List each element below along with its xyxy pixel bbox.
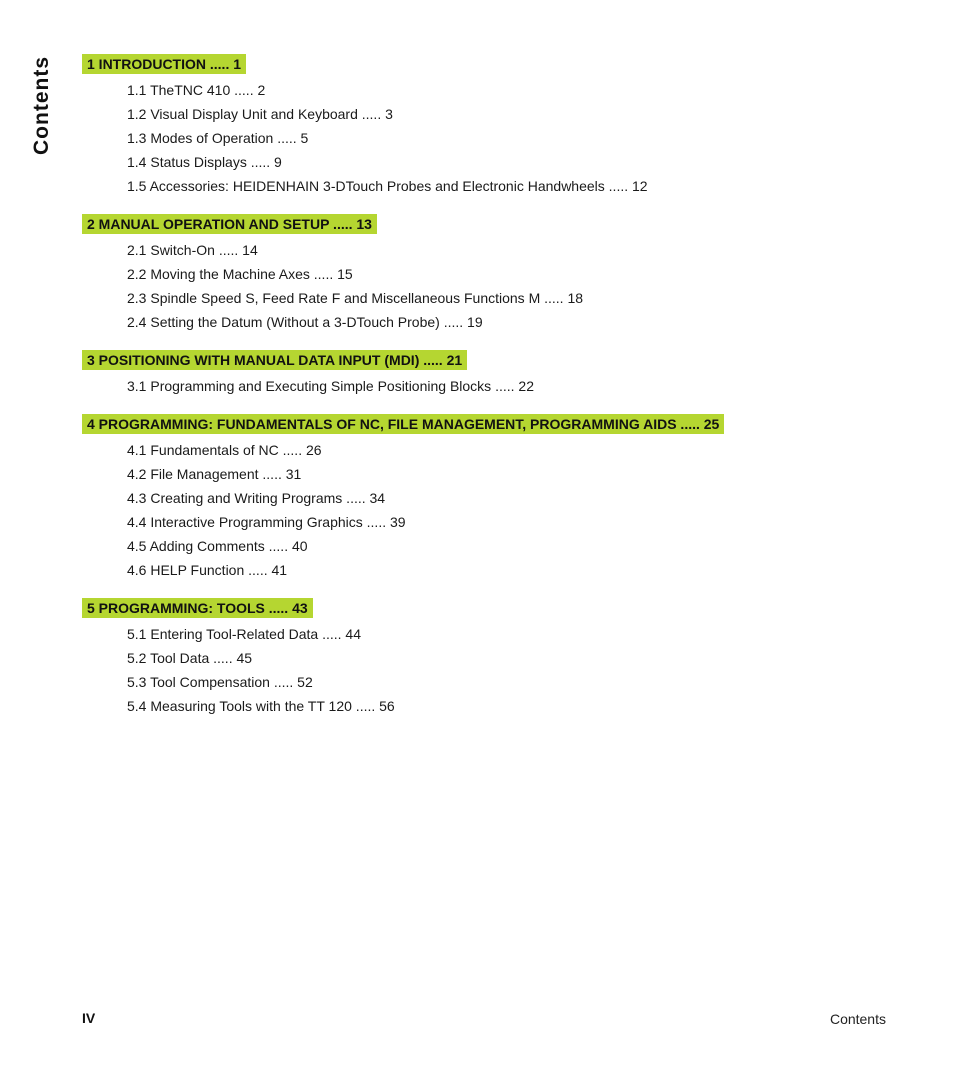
section-item[interactable]: 4.3 Creating and Writing Programs ..... 34 [127, 490, 386, 506]
section-item[interactable]: 2.2 Moving the Machine Axes ..... 15 [127, 266, 353, 282]
section-list [82, 438, 902, 582]
section-list [82, 622, 902, 718]
section-item[interactable]: 2.4 Setting the Datum (Without a 3-DTouch Probe) ..... 19 [127, 314, 483, 330]
chapter-heading[interactable]: 2 MANUAL OPERATION AND SETUP ..... 13 [82, 214, 377, 234]
section-item[interactable]: 3.1 Programming and Executing Simple Positioning Blocks ..... 22 [127, 378, 534, 394]
section-item[interactable]: 4.1 Fundamentals of NC ..... 26 [127, 442, 322, 458]
chapter-heading[interactable]: 1 INTRODUCTION ..... 1 [82, 54, 246, 74]
chapter-heading[interactable]: 3 POSITIONING WITH MANUAL DATA INPUT (MDI) ..... 21 [82, 350, 467, 370]
section-item[interactable]: 1.2 Visual Display Unit and Keyboard ..... 3 [127, 106, 393, 122]
chapter-4 [82, 414, 902, 582]
page-number: IV [82, 1010, 96, 1026]
section-list [82, 78, 902, 198]
section-item[interactable]: 1.1 TheTNC 410 ..... 2 [127, 82, 266, 98]
footer-section-name: Contents [829, 1011, 886, 1027]
chapter-3 [82, 350, 902, 398]
section-item[interactable]: 5.3 Tool Compensation ..... 52 [127, 674, 313, 690]
table-of-contents [82, 54, 902, 734]
section-item[interactable]: 4.5 Adding Comments ..... 40 [127, 538, 308, 554]
section-item[interactable]: 1.5 Accessories: HEIDENHAIN 3-DTouch Probes and Electronic Handwheels ..... 12 [127, 178, 648, 194]
section-item[interactable]: 4.2 File Management ..... 31 [127, 466, 302, 482]
section-item[interactable]: 2.3 Spindle Speed S, Feed Rate F and Miscellaneous Functions M ..... 18 [127, 290, 584, 306]
section-item[interactable]: 1.3 Modes of Operation ..... 5 [127, 130, 309, 146]
chapter-1 [82, 54, 902, 198]
section-item[interactable]: 5.4 Measuring Tools with the TT 120 ..... 56 [127, 698, 395, 714]
section-list [82, 374, 902, 398]
chapter-heading[interactable]: 4 PROGRAMMING: FUNDAMENTALS OF NC, FILE MANAGEMENT, PROGRAMMING AIDS ..... 25 [82, 414, 724, 434]
section-list [82, 238, 902, 334]
section-item[interactable]: 1.4 Status Displays ..... 9 [127, 154, 282, 170]
section-item[interactable]: 2.1 Switch-On ..... 14 [127, 242, 258, 258]
chapter-2 [82, 214, 902, 334]
section-item[interactable]: 5.1 Entering Tool-Related Data ..... 44 [127, 626, 361, 642]
side-title: Contents [30, 56, 53, 155]
chapter-5 [82, 598, 902, 718]
chapter-heading[interactable]: 5 PROGRAMMING: TOOLS ..... 43 [82, 598, 313, 618]
section-item[interactable]: 4.6 HELP Function ..... 41 [127, 562, 288, 578]
section-item[interactable]: 5.2 Tool Data ..... 45 [127, 650, 253, 666]
section-item[interactable]: 4.4 Interactive Programming Graphics ..... 39 [127, 514, 406, 530]
